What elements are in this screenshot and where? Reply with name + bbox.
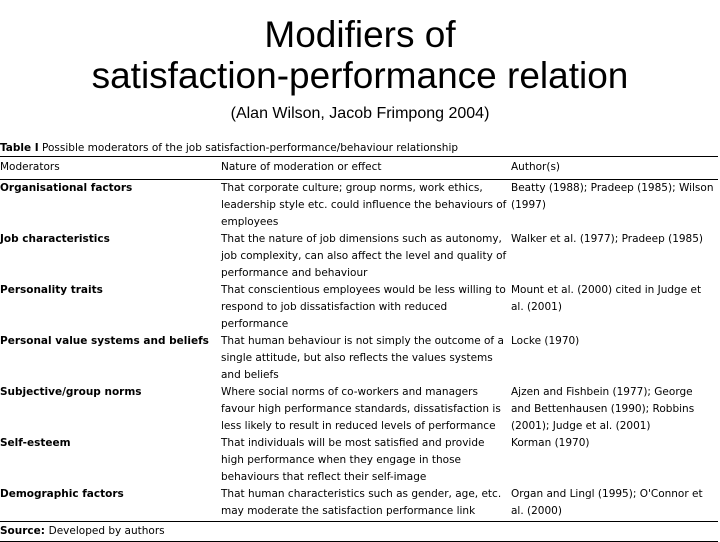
- title-line-1: Modifiers of: [264, 14, 456, 55]
- effect-text: That individuals will be most satisfied and provide high performance when they engage in those behaviours that reflect their self-image: [221, 437, 485, 483]
- moderator-text: Job characteristics: [0, 233, 110, 245]
- authors-cell: [511, 486, 718, 522]
- table-row: [0, 384, 718, 435]
- effect-text: Where social norms of co-workers and managers favour high performance standards, dissatisfaction is less likely to result in reduced levels of performance: [221, 386, 501, 432]
- table-row: [0, 486, 718, 522]
- authors-cell: [511, 384, 718, 435]
- authors-cell: [511, 231, 718, 282]
- source-value: Developed by authors: [48, 525, 165, 537]
- effect-cell: [221, 231, 511, 282]
- effect-cell: [221, 180, 511, 232]
- moderators-table: [0, 157, 718, 542]
- table-row: [0, 231, 718, 282]
- effect-text: That the nature of job dimensions such as autonomy, job complexity, can also affect the level and quality of performance and behaviour: [221, 233, 507, 279]
- table-caption: [0, 142, 718, 157]
- moderator-cell: [0, 231, 221, 282]
- table-row: [0, 333, 718, 384]
- header-authors: Author(s): [511, 157, 718, 180]
- moderator-cell: [0, 180, 221, 232]
- moderator-text: Subjective/group norms: [0, 386, 142, 398]
- header-moderators: Moderators: [0, 157, 221, 180]
- moderator-cell: [0, 486, 221, 522]
- table-caption-text: Possible moderators of the job satisfaction-performance/behaviour relationship: [42, 142, 459, 154]
- authors-text: Locke (1970): [511, 335, 580, 347]
- moderators-table-figure: [0, 142, 718, 542]
- authors-text: Organ and Lingl (1995); O'Connor et al. (2000): [511, 488, 703, 517]
- moderator-cell: [0, 384, 221, 435]
- moderator-text: Demographic factors: [0, 488, 124, 500]
- table-source-row: [0, 522, 718, 542]
- slide-title: [0, 14, 720, 96]
- authors-text: Ajzen and Fishbein (1977); George and Bettenhausen (1990); Robbins (2001); Judge et al. (2001): [511, 386, 695, 432]
- effect-cell: [221, 486, 511, 522]
- title-line-2: satisfaction-performance relation: [91, 55, 629, 96]
- moderator-text: Personality traits: [0, 284, 103, 296]
- table-row: [0, 435, 718, 486]
- effect-text: That corporate culture; group norms, work ethics, leadership style etc. could influence the behaviours of employees: [221, 182, 507, 228]
- authors-text: Walker et al. (1977); Pradeep (1985): [511, 233, 704, 245]
- source-label: Source:: [0, 525, 45, 537]
- header-nature: Nature of moderation or effect: [221, 157, 511, 180]
- table-row: [0, 282, 718, 333]
- moderator-text: Personal value systems and beliefs: [0, 335, 209, 347]
- effect-text: That human behaviour is not simply the outcome of a single attitude, but also reflects the values systems and beliefs: [221, 335, 504, 381]
- table-caption-label: Table I: [0, 142, 39, 154]
- table-header-row: [0, 157, 718, 180]
- source-cell: [0, 522, 718, 542]
- effect-cell: [221, 282, 511, 333]
- effect-cell: [221, 384, 511, 435]
- effect-text: That conscientious employees would be less willing to respond to job dissatisfaction with reduced performance: [221, 284, 506, 330]
- authors-cell: [511, 282, 718, 333]
- moderator-text: Organisational factors: [0, 182, 133, 194]
- authors-text: Korman (1970): [511, 437, 590, 449]
- authors-cell: [511, 333, 718, 384]
- authors-cell: [511, 180, 718, 232]
- moderator-cell: [0, 435, 221, 486]
- authors-text: Beatty (1988); Pradeep (1985); Wilson (1997): [511, 182, 714, 211]
- effect-cell: [221, 435, 511, 486]
- authors-cell: [511, 435, 718, 486]
- moderator-cell: [0, 333, 221, 384]
- moderator-cell: [0, 282, 221, 333]
- slide-subtitle: (Alan Wilson, Jacob Frimpong 2004): [230, 105, 490, 122]
- effect-text: That human characteristics such as gender, age, etc. may moderate the satisfaction performance link: [221, 488, 502, 517]
- authors-text: Mount et al. (2000) cited in Judge et al. (2001): [511, 284, 702, 313]
- effect-cell: [221, 333, 511, 384]
- moderator-text: Self-esteem: [0, 437, 71, 449]
- table-row: [0, 180, 718, 232]
